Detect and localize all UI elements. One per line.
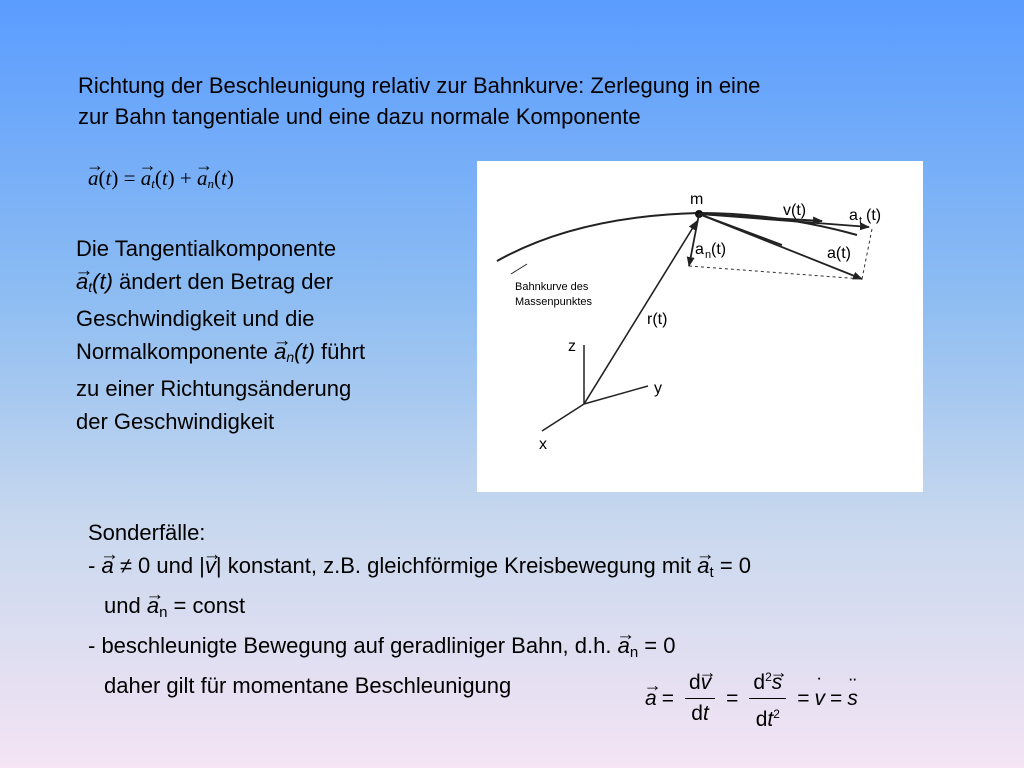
curve-label-pointer — [511, 264, 527, 274]
z-label: z — [568, 338, 576, 355]
fraction-dv-dt: $\frac{d\to v}{dt}$ — [685, 670, 715, 727]
explanation-paragraph: Die Tangentialkomponente → $a_t(t)$ ändert den Betrag der Geschwindigkeit und die Normalkomponente → $a_n(t)$ führt zu einer Richtungsänderung der Geschwindigkeit — [76, 233, 456, 438]
vector-a: → a — [88, 166, 99, 191]
instantaneous-acceleration-formula: → a = $\frac{d\to v}{dt}$ = $\frac{d^2\to s}{dt^2}$ = ˙ v = ¨ s — [645, 664, 858, 733]
special-case-1-line-2: und → $a_n$ = const — [88, 589, 968, 629]
r-label: r(t) — [647, 311, 668, 328]
at-label-arg: (t) — [866, 207, 882, 224]
at-label-sub: t — [859, 215, 863, 227]
vector-a-n: → a — [197, 166, 208, 191]
acceleration-diagram — [477, 161, 923, 492]
intro-line-2: zur Bahn tangentiale und eine dazu normale Komponente — [78, 104, 641, 129]
decomposition-equation: → a(t) = → $a_t(t)$ + → $a_n(t)$ — [88, 166, 234, 192]
special-case-2: - beschleunigte Bewegung auf geradliniger Bahn, d.h. → $a_n = 0$ — [88, 629, 968, 669]
formula-a: → a — [645, 687, 657, 711]
plus-sign: + — [179, 166, 192, 190]
x-axis — [542, 404, 584, 431]
curve-label-1: Bahnkurve des — [515, 281, 589, 293]
fraction-d2s-dt2: $\frac{d^2\to s}{dt^2}$ — [749, 664, 786, 733]
y-label: y — [654, 380, 662, 397]
dashed-line-1 — [862, 229, 872, 279]
velocity-label: v(t) — [783, 202, 807, 219]
equals-sign: = — [123, 166, 136, 190]
an-label-sub: n — [705, 249, 712, 261]
special-cases-heading: Sonderfälle: — [88, 520, 206, 545]
diagram-svg — [477, 161, 923, 492]
mass-label: m — [690, 191, 704, 208]
v-dot: ˙ v — [815, 687, 826, 711]
position-arrow — [584, 221, 697, 404]
an-label-arg: (t) — [711, 241, 727, 258]
s-ddot: ¨ s — [847, 687, 858, 711]
intro-text — [78, 70, 958, 132]
at-label-a: a — [849, 207, 858, 224]
curve-label-2: Massenpunktes — [515, 296, 593, 308]
special-case-1: - → a ≠ 0 und |→ v| konstant, z.B. gleichförmige Kreisbewegung mit → $a_t = 0$ — [88, 549, 968, 589]
vector-a-t: → a — [141, 166, 152, 191]
normal-accel-arrow — [689, 214, 699, 266]
x-label: x — [539, 436, 547, 453]
special-case-2-line-2: daher gilt für momentane Beschleunigung — [104, 673, 512, 698]
an-label-a: a — [695, 241, 704, 258]
a-label: a(t) — [827, 245, 851, 262]
intro-line-1: Richtung der Beschleunigung relativ zur Bahnkurve: Zerlegung in eine — [78, 73, 761, 98]
